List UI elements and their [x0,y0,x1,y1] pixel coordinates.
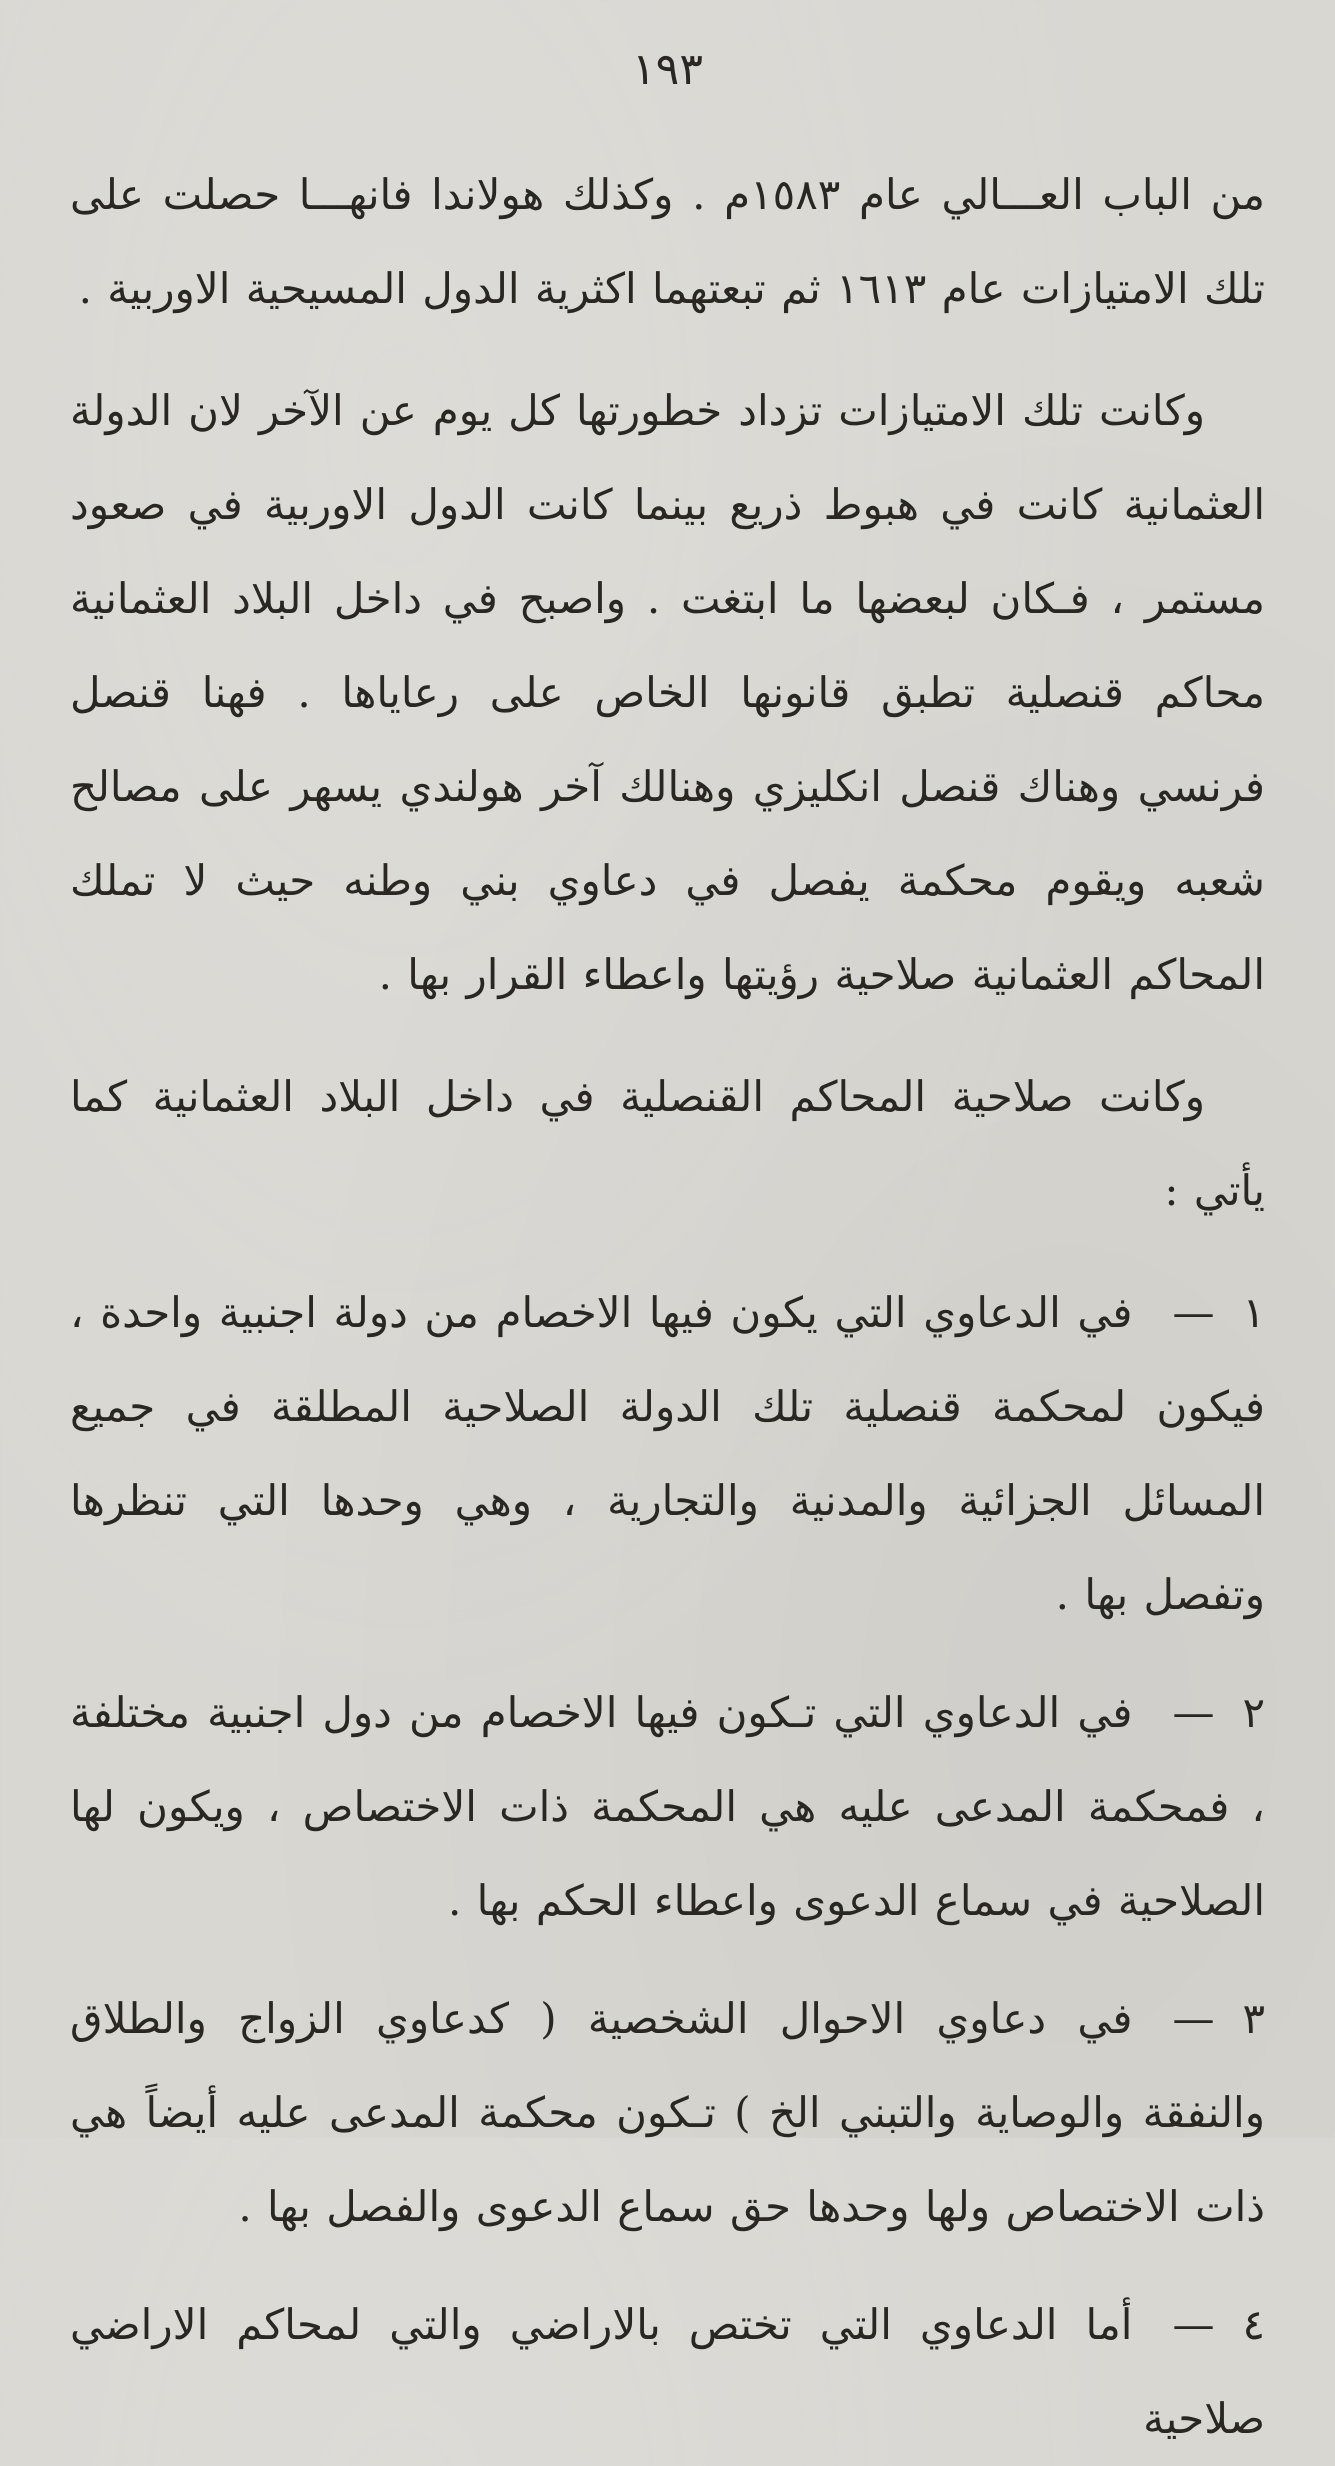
item-text: أما الدعاوي التي تختص بالاراضي والتي لمحاكم الاراضي صلاحية [70,2300,1265,2443]
item-number: ٤ [1242,2300,1265,2349]
item-dash: — [1172,1688,1215,1737]
paragraph-jurisdiction-heading: وكانت صلاحية المحاكم القنصلية في داخل البلاد العثمانية كما يأتي : [70,1072,1265,1215]
paragraph-capitulations: وكانت تلك الامتيازات تزداد خطورتها كل يوم عن الآخر لان الدولة العثمانية كانت في هبوط ذريع بينما كانت الدول الاوربية في صعود مستمر ، فـكان لبعضها ما ابتغت . واصبح في داخل البلاد العثمانية محاكم قنصلية تطبق قانونها الخاص على رعاياها . فهنا قنصل فرنسي وهناك قنصل انكليزي وهنالك آخر هولندي يسهر على مصالح شعبه ويقوم محكمة يفصل في دعاوي بني وطنه حيث لا تملك المحاكم العثمانية صلاحية رؤيتها واعطاء القرار بها . [70,386,1265,999]
item-number: ٢ [1242,1688,1265,1737]
item-text: في الدعاوي التي يكون فيها الاخصام من دولة اجنبية واحدة ، فيكون لمحكمة قنصلية تلك الدولة الصلاحية المطلقة في جميع المسائل الجزائية والمدنية والتجارية ، وهي وحدها التي تنظرها وتفصل بها . [70,1288,1265,1619]
item-number: ٣ [1242,1994,1265,2043]
item-dash: — [1172,2300,1215,2349]
item-dash: — [1172,1994,1215,2043]
item-text: في دعاوي الاحوال الشخصية ( كدعاوي الزواج والطلاق والنفقة والوصاية والتبني الخ ) تـكون محكمة المدعى عليه أيضاً هي ذات الاختصاص ولها وحدها حق سماع الدعوى والفصل بها . [70,1994,1265,2231]
list-item [70,1972,1265,2254]
item-number: ١ [1242,1288,1265,1337]
list-item [70,1266,1265,1642]
list-item [70,2278,1265,2466]
page-body [70,148,1265,2466]
paragraph-intro: من الباب العـــالي عام ١٥٨٣م . وكذلك هولاندا فانهـــا حصلت على تلك الامتيازات عام ١٦١٣ ثم تبعتهما اكثرية الدول المسيحية الاوربية . [70,170,1265,313]
list-item [70,1666,1265,1948]
page-number: ١٩٣ [632,44,703,95]
item-dash: — [1172,1288,1215,1337]
item-text: في الدعاوي التي تـكون فيها الاخصام من دول اجنبية مختلفة ، فمحكمة المدعى عليه هي المحكمة ذات الاختصاص ، ويكون لها الصلاحية في سماع الدعوى واعطاء الحكم بها . [70,1688,1265,1925]
